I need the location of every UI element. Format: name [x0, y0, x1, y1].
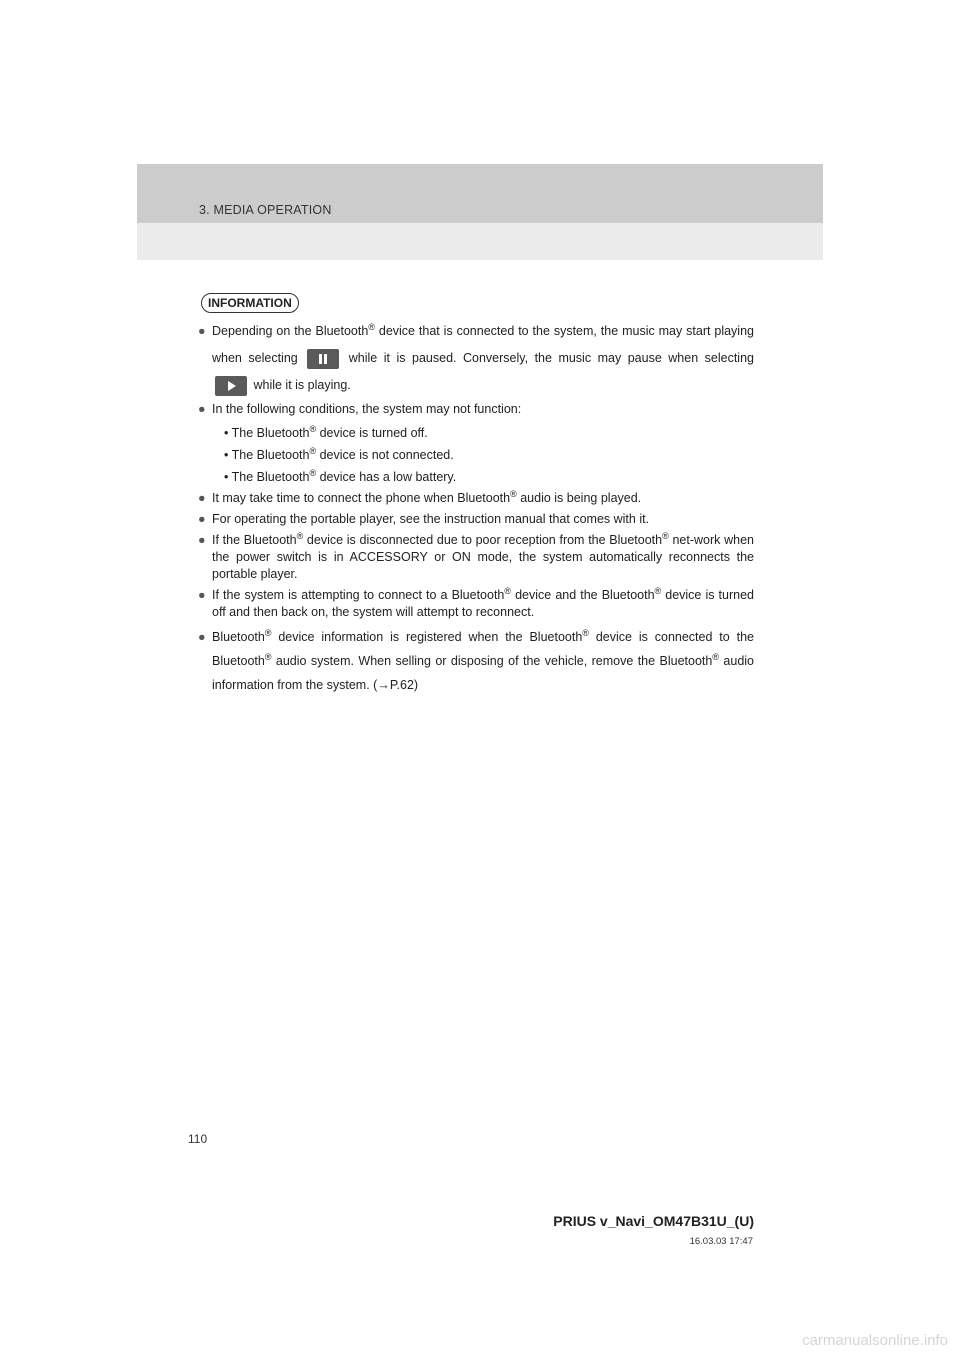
condition-item: • The Bluetooth® device is turned off. [224, 423, 428, 440]
info-bullet-3: ● It may take time to connect the phone when Bluetooth® audio is being played. [198, 488, 642, 505]
bullet-dot: ● [198, 402, 206, 416]
info-bullet-2: ● In the following conditions, the system may not function: [198, 402, 522, 416]
bullet-dot: ● [198, 533, 206, 547]
bullet-dot: ● [198, 588, 206, 602]
condition-item: • The Bluetooth® device is not connected. [224, 445, 454, 462]
section-title: 3. MEDIA OPERATION [199, 203, 332, 217]
condition-item: • The Bluetooth® device has a low battery. [224, 467, 457, 484]
header-band [137, 164, 823, 260]
bullet-dot: ● [198, 630, 206, 644]
watermark: carmanualsonline.info [802, 1332, 948, 1349]
page-reference-link[interactable]: →P.62) [377, 678, 419, 692]
pause-icon [307, 349, 339, 369]
info-bullet-1: ● Depending on the Bluetooth® device that is connected to the system, the music may start playing when selecting while it is paused. Conversely, the music may pause when selecting while it is playing. [198, 318, 754, 399]
info-bullet-4: ● For operating the portable player, see the instruction manual that comes with it. [198, 512, 650, 526]
bullet-dot: ● [198, 491, 206, 505]
info-bullet-5: ● If the Bluetooth® device is disconnected due to poor reception from the Bluetooth® net-work when the power switch is in ACCESSORY or ON mode, the system automatically reconnects the portable player. [198, 530, 754, 581]
information-body [198, 318, 754, 697]
information-badge: INFORMATION [201, 293, 299, 313]
bullet-dot: ● [198, 324, 206, 338]
info-bullet-6: ● If the system is attempting to connect to a Bluetooth® device and the Bluetooth® device is turned off and then back on, the system will attempt to reconnect. [198, 585, 755, 619]
play-icon [215, 376, 247, 396]
info-bullet-7: ● Bluetooth® device information is registered when the Bluetooth® device is connected to the Bluetooth® audio system. When selling or disposing of the vehicle, remove the Bluetooth® audio information from the system. (→P.62) [198, 625, 754, 697]
document-timestamp: 16.03.03 17:47 [689, 1236, 753, 1247]
bullet-dot: ● [198, 512, 206, 526]
document-id: PRIUS v_Navi_OM47B31U_(U) [553, 1213, 754, 1229]
page-number: 110 [188, 1132, 208, 1146]
